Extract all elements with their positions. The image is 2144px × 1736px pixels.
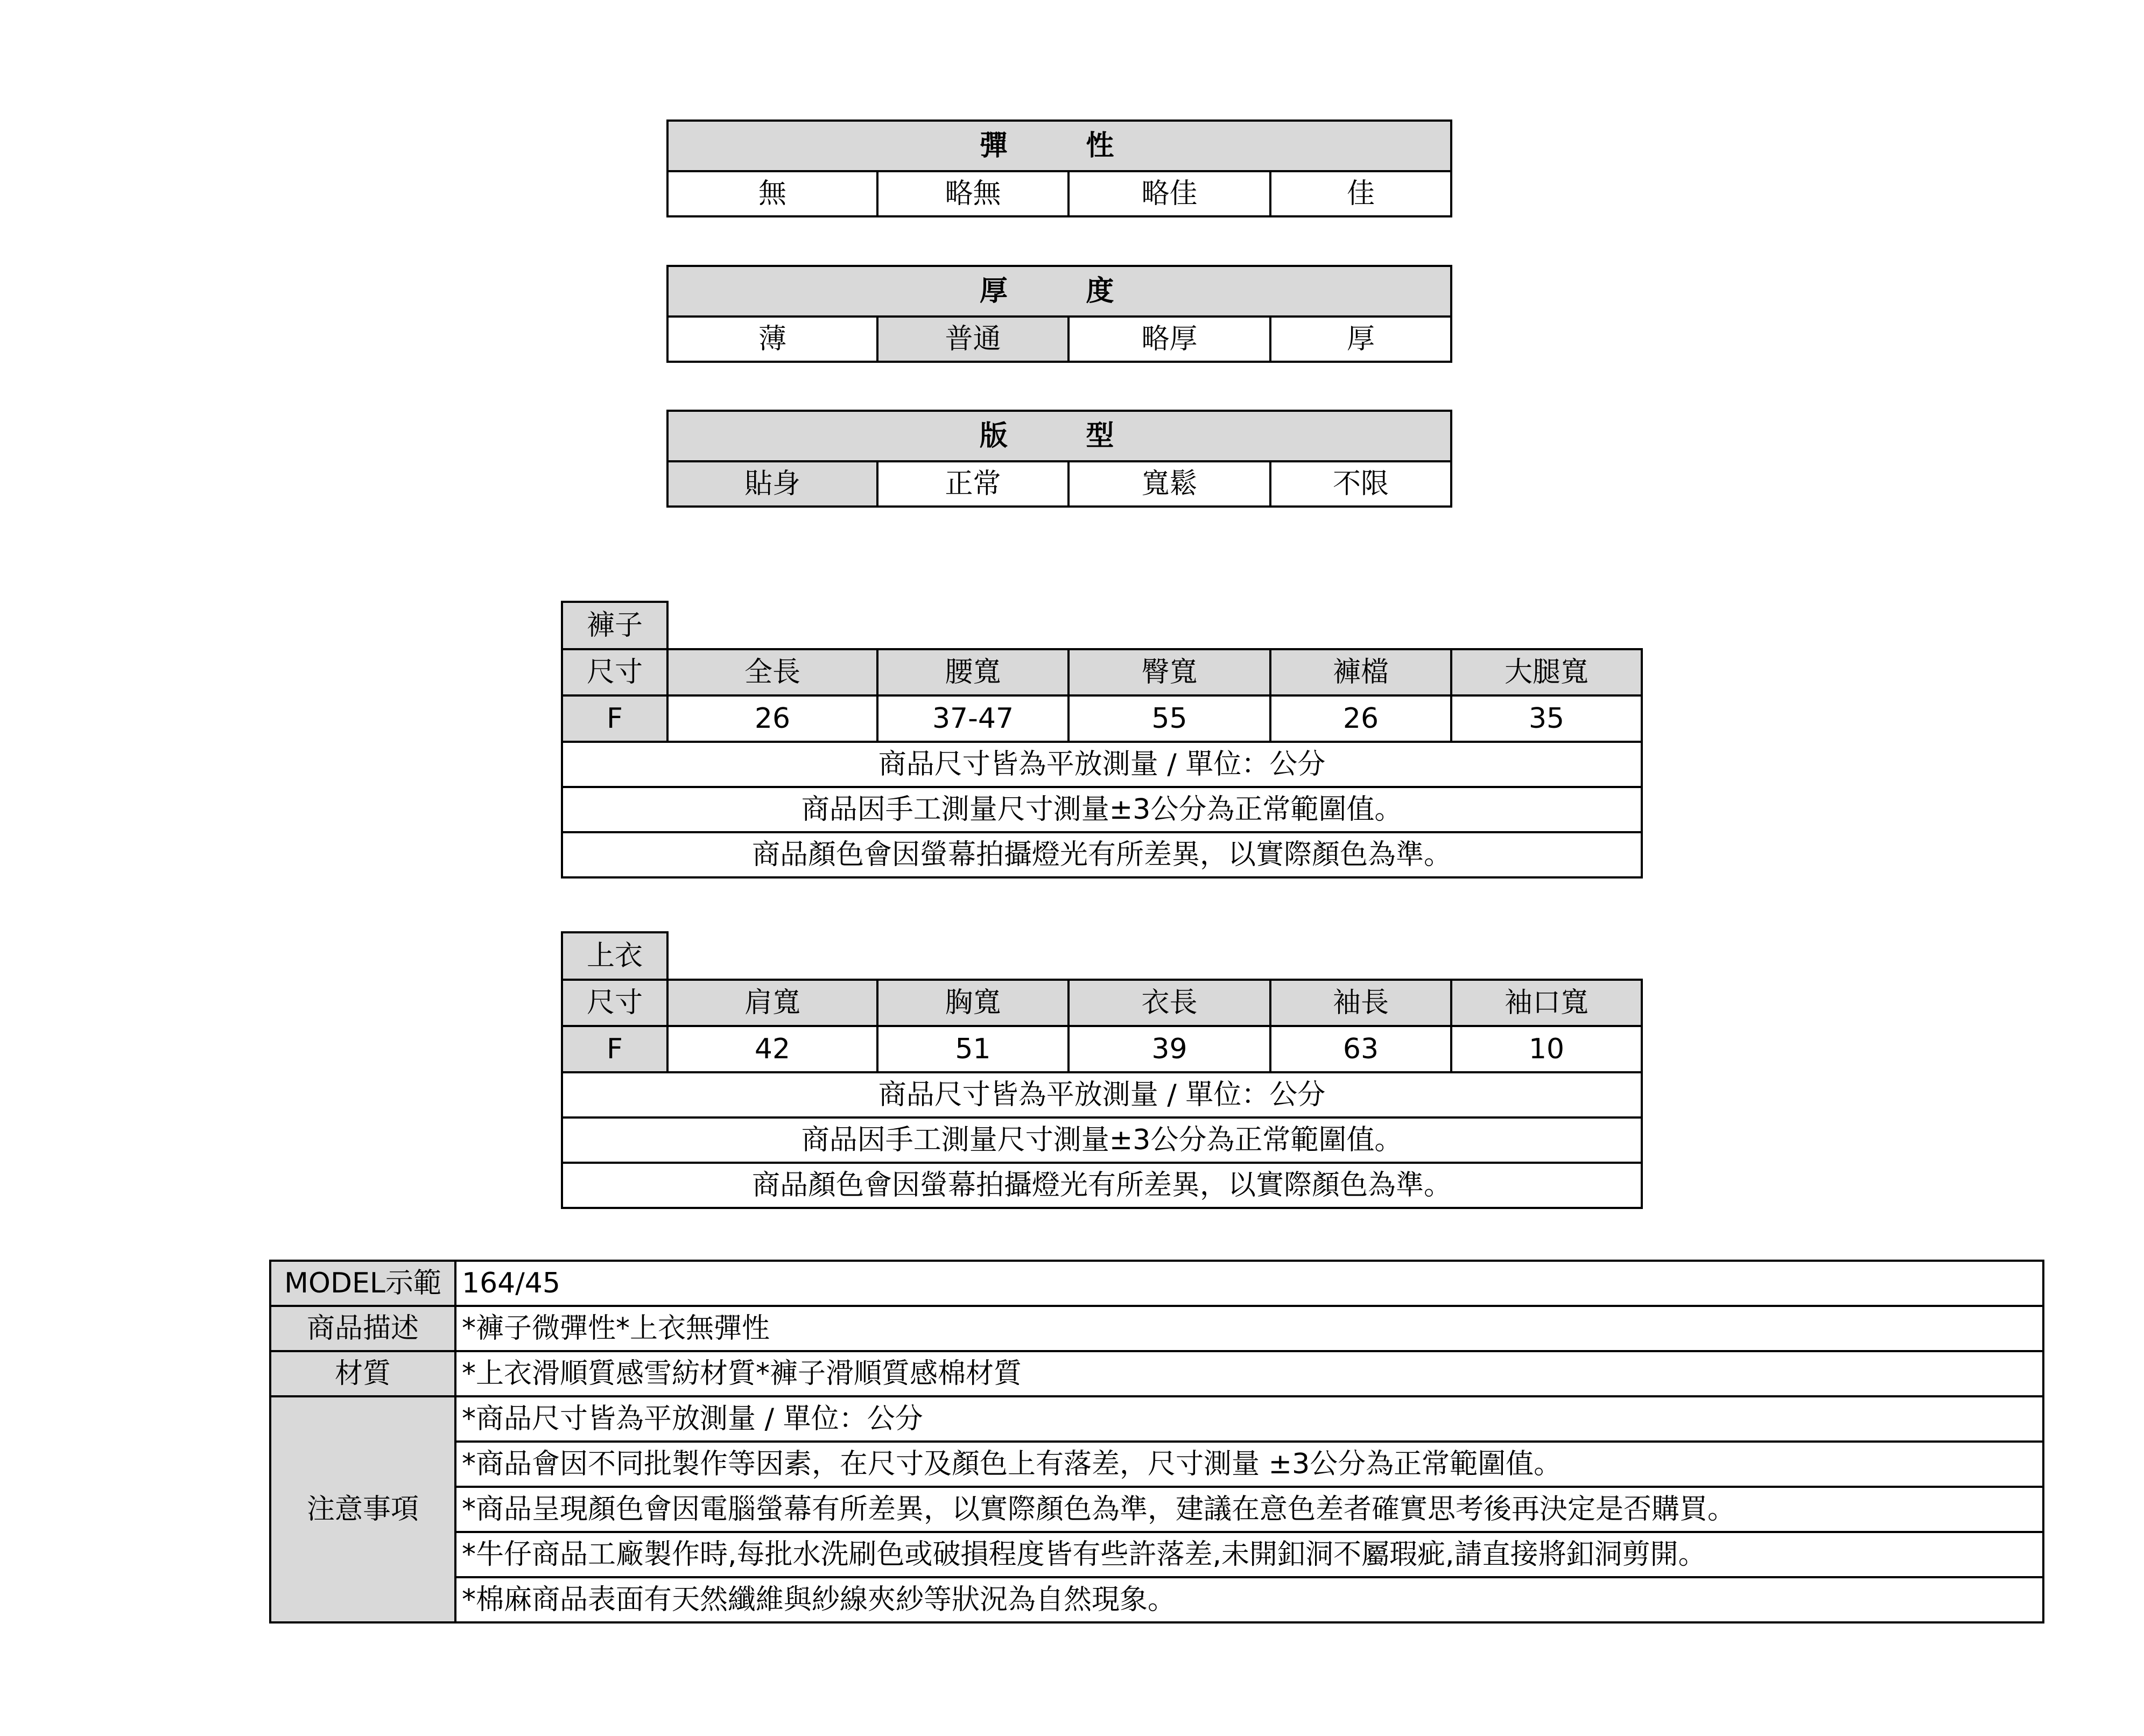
fit-title: 版 型 <box>667 411 1451 461</box>
thickness-table <box>666 265 1452 363</box>
column-header: 袖長 <box>1270 980 1451 1026</box>
thickness-option-selected: 普通 <box>877 317 1069 362</box>
column-header: 胸寬 <box>877 980 1069 1026</box>
column-header: 肩寬 <box>667 980 877 1026</box>
pants-size-table <box>561 601 1643 878</box>
measurement-cell: 26 <box>1270 695 1451 742</box>
notice-label: 注意事項 <box>270 1396 455 1622</box>
measurement-cell: 55 <box>1069 695 1270 742</box>
notice-item: *商品會因不同批製作等因素，在尺寸及顏色上有落差，尺寸測量 ±3公分為正常範圍值。 <box>455 1442 2043 1487</box>
measurement-cell: 63 <box>1270 1026 1451 1072</box>
elasticity-title: 彈 性 <box>667 121 1451 171</box>
fit-option: 正常 <box>877 461 1069 507</box>
notice-item: *棉麻商品表面有天然纖維與紗線夾紗等狀況為自然現象。 <box>455 1577 2043 1622</box>
fit-option-selected: 貼身 <box>667 461 877 507</box>
thickness-option: 薄 <box>667 317 877 362</box>
column-header: 大腿寬 <box>1451 649 1642 695</box>
model-value: 164/45 <box>455 1261 2043 1306</box>
column-header: 衣長 <box>1069 980 1270 1026</box>
product-info-table <box>269 1260 2044 1623</box>
size-note: 商品尺寸皆為平放測量 / 單位：公分 <box>562 1072 1642 1117</box>
elasticity-table <box>666 120 1452 217</box>
measurement-cell: 26 <box>667 695 877 742</box>
thickness-option: 略厚 <box>1069 317 1270 362</box>
notice-item: *商品尺寸皆為平放測量 / 單位：公分 <box>455 1396 2043 1442</box>
column-header: 褲檔 <box>1270 649 1451 695</box>
size-note: 商品尺寸皆為平放測量 / 單位：公分 <box>562 742 1642 787</box>
measurement-cell: 51 <box>877 1026 1069 1072</box>
size-note: 商品因手工測量尺寸測量±3公分為正常範圍值。 <box>562 787 1642 832</box>
size-note: 商品顏色會因螢幕拍攝燈光有所差異，以實際顏色為準。 <box>562 1163 1642 1208</box>
blank-cell <box>667 932 1642 980</box>
fit-option: 不限 <box>1270 461 1451 507</box>
column-header: 全長 <box>667 649 877 695</box>
fit-table <box>666 410 1452 508</box>
size-value: F <box>562 695 667 742</box>
material-value: *上衣滑順質感雪紡材質*褲子滑順質感棉材質 <box>455 1351 2043 1396</box>
fit-option: 寬鬆 <box>1069 461 1270 507</box>
blank-cell <box>667 602 1642 649</box>
description-label: 商品描述 <box>270 1306 455 1351</box>
size-value: F <box>562 1026 667 1072</box>
notice-item: *商品呈現顏色會因電腦螢幕有所差異，以實際顏色為準，建議在意色差者確實思考後再決定是否購買。 <box>455 1487 2043 1532</box>
measurement-cell: 35 <box>1451 695 1642 742</box>
description-value: *褲子微彈性*上衣無彈性 <box>455 1306 2043 1351</box>
pants-tag: 褲子 <box>562 602 667 649</box>
material-label: 材質 <box>270 1351 455 1396</box>
column-header: 腰寬 <box>877 649 1069 695</box>
measurement-cell: 10 <box>1451 1026 1642 1072</box>
top-tag: 上衣 <box>562 932 667 980</box>
measurement-cell: 42 <box>667 1026 877 1072</box>
size-note: 商品顏色會因螢幕拍攝燈光有所差異，以實際顏色為準。 <box>562 832 1642 877</box>
model-label: MODEL示範 <box>270 1261 455 1306</box>
size-note: 商品因手工測量尺寸測量±3公分為正常範圍值。 <box>562 1117 1642 1163</box>
measurement-cell: 37-47 <box>877 695 1069 742</box>
elasticity-option: 略佳 <box>1069 171 1270 216</box>
thickness-title: 厚 度 <box>667 266 1451 317</box>
column-header: 袖口寬 <box>1451 980 1642 1026</box>
measurement-cell: 39 <box>1069 1026 1270 1072</box>
size-label: 尺寸 <box>562 980 667 1026</box>
thickness-option: 厚 <box>1270 317 1451 362</box>
elasticity-option: 佳 <box>1270 171 1451 216</box>
elasticity-option: 略無 <box>877 171 1069 216</box>
elasticity-option: 無 <box>667 171 877 216</box>
notice-item: *牛仔商品工廠製作時,每批水洗刷色或破損程度皆有些許落差,未開釦洞不屬瑕疵,請直接將釦洞剪開。 <box>455 1532 2043 1577</box>
top-size-table <box>561 931 1643 1209</box>
column-header: 臀寬 <box>1069 649 1270 695</box>
size-label: 尺寸 <box>562 649 667 695</box>
